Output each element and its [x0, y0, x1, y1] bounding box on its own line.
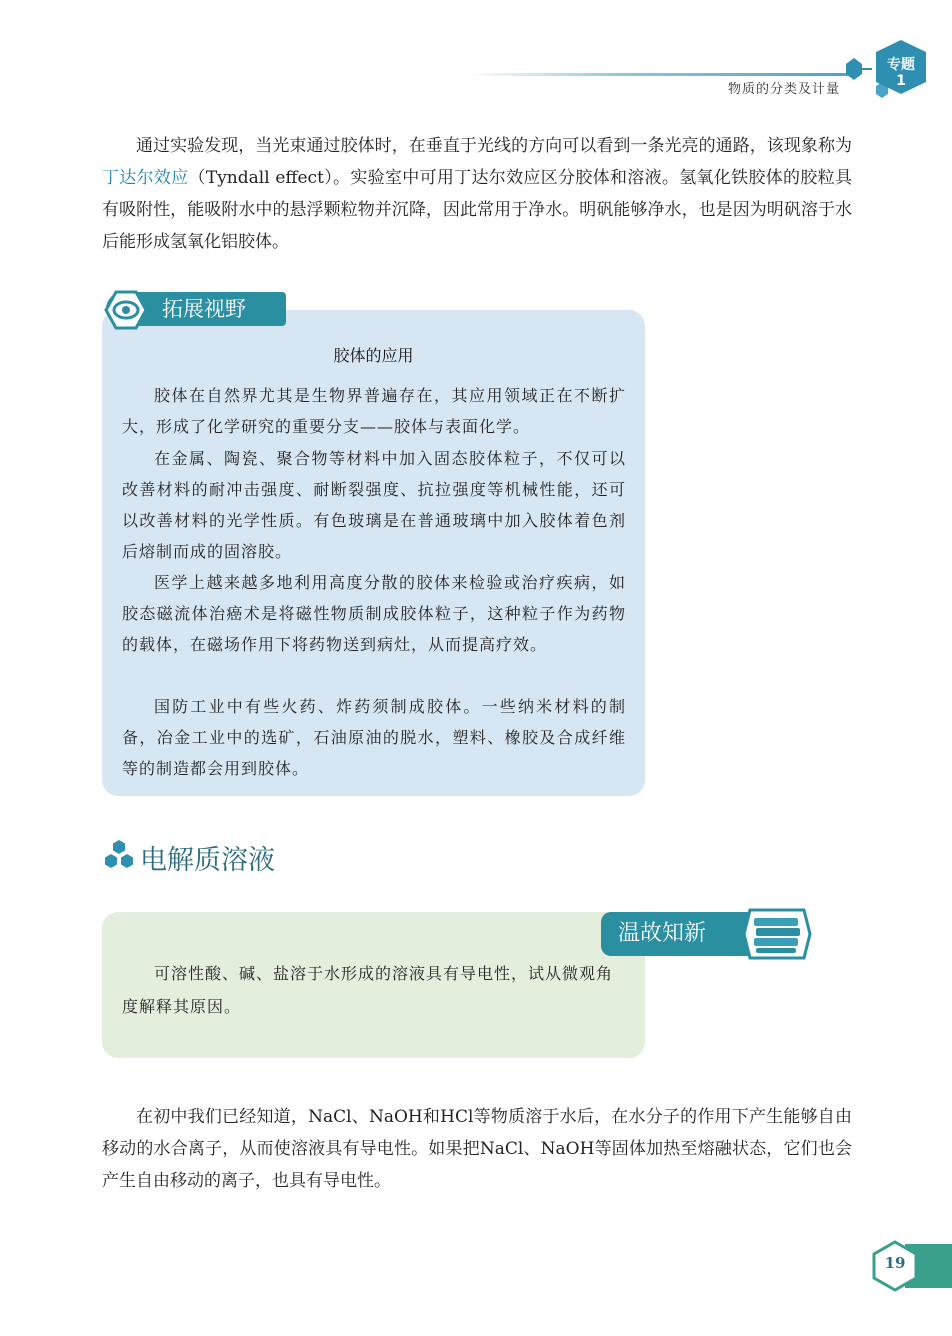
expand-paragraph: 国防工业中有些火药、炸药须制成胶体。一些纳米材料的制备，冶金工业中的选矿，石油原油的脱水，塑料、橡胶及合成纤维等的制造都会用到胶体。	[122, 697, 626, 778]
header-rule	[470, 73, 850, 76]
chapter-badge	[876, 57, 926, 89]
expand-paragraph: 医学上越来越多地利用高度分散的胶体来检验或治疗疾病，如胶态磁流体治癌术是将磁性物质制成胶体粒子，这种粒子作为药物的载体，在磁场作用下将药物送到病灶，从而提高疗效。	[122, 573, 626, 654]
page-number: 19	[884, 1254, 906, 1272]
expand-title: 胶体的应用	[333, 346, 414, 365]
expand-vision-label: 拓展视野	[162, 297, 246, 321]
chapter-subtitle: 物质的分类及计量	[727, 82, 840, 97]
expand-paragraph: 胶体在自然界尤其是生物界普遍存在，其应用领域正在不断扩大，形成了化学研究的重要分支——胶体与表面化学。	[122, 386, 626, 436]
chapter-badge-number: 1	[896, 73, 906, 89]
section-title: 电解质溶液	[140, 845, 275, 876]
closing-paragraph: 在初中我们已经知道，NaCl、NaOH和HCl等物质溶于水后，在水分子的作用下产生能够自由移动的水合离子，从而使溶液具有导电性。如果把NaCl、NaOH等固体加热至熔融状态，它们也会产生自由移动的离子，也具有导电性。	[102, 1107, 852, 1191]
intro-text-before: 通过实验发现，当光束通过胶体时，在垂直于光线的方向可以看到一条光亮的通路，该现象称为	[136, 136, 852, 156]
intro-paragraph	[102, 130, 852, 258]
eye-icon	[102, 288, 150, 332]
expand-paragraph: 在金属、陶瓷、聚合物等材料中加入固态胶体粒子，不仅可以改善材料的耐冲击强度、耐断裂强度、抗拉强度等机械性能，还可以改善材料的光学性质。有色玻璃是在普通玻璃中加入胶体着色剂后熔制而成的固溶胶。	[122, 449, 626, 561]
review-label: 温故知新	[618, 921, 707, 946]
review-question: 可溶性酸、碱、盐溶于水形成的溶液具有导电性，试从微观角度解释其原因。	[122, 964, 614, 1016]
books-icon	[742, 906, 812, 962]
hexagon-cluster-icon	[102, 838, 136, 872]
intro-text-after: （Tyndall effect）。实验室中可用丁达尔效应区分胶体和溶液。氢氧化铁胶体的胶粒具有吸附性，能吸附水中的悬浮颗粒物并沉降，因此常用于净水。明矾能够净水，也是因为明矾溶于水后能形成氢氧化铝胶体。	[102, 168, 852, 252]
tyndall-term: 丁达尔效应	[102, 168, 189, 188]
chapter-badge-label: 专题	[887, 57, 915, 73]
